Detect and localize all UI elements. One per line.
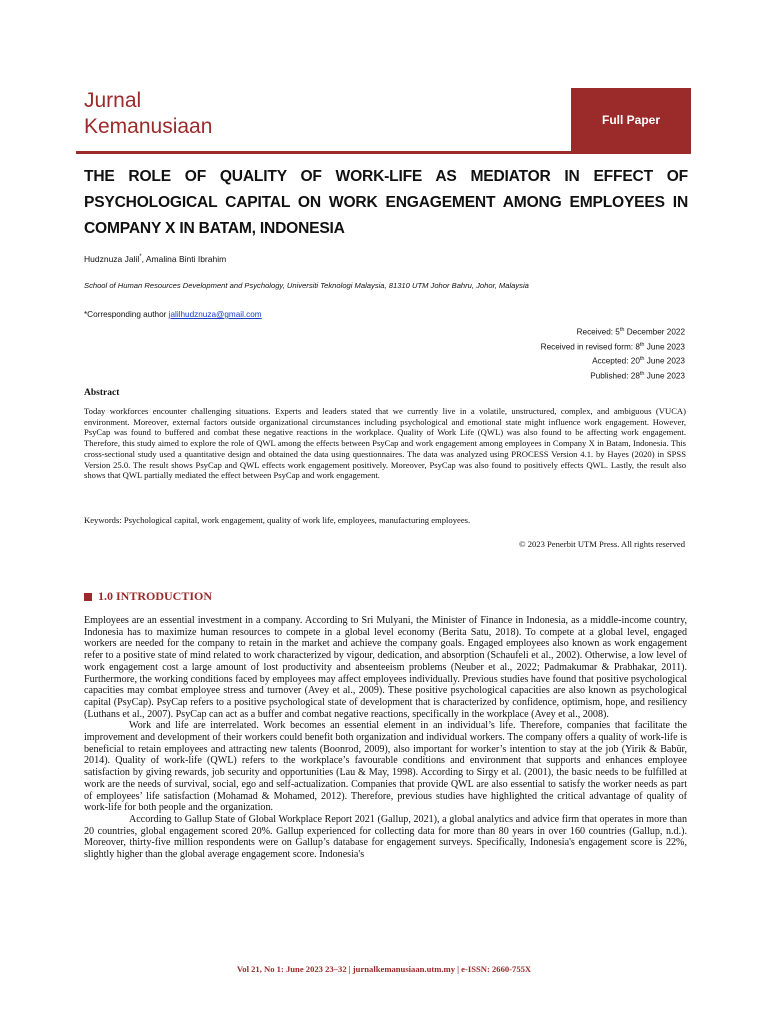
header-rule <box>76 151 691 154</box>
journal-name <box>84 88 212 140</box>
section-heading-text: 1.0 INTRODUCTION <box>98 589 213 603</box>
corresponding-email-link[interactable]: jalilhudznuza@gmail.com <box>168 310 262 319</box>
paragraph: Work and life are interrelated. Work becomes an essential element in an individual’s life. Therefore, companies that facilitate the improvement and development of their workers could benefit both organization and individual workers. The company offers a quality of work-life is beneficial to retain employees and attracting new talents (Boonrod, 2009), also important for worker’s intention to stay at the job (Yirik & Babür, 2014). Quality of work-life (QWL) refers to the workplace’s favourable conditions and environment that supports and enhances employee satisfaction by giving rewards, job security and opportunities (Lau & May, 1998). According to Sirgy et al. (2001), the basic needs to be fulfilled at work are the needs of survival, social, ego and self-actualization. Companies that provide QWL are also essential to satisfy the worker needs as part of employees’ life satisfaction (Mohamad & Mohamed, 2012). Therefore, previous studies have highlighted the critical advantage of quality of work-life for both people and the organization. <box>84 720 687 814</box>
corresponding-author <box>84 310 262 319</box>
paper-title: THE ROLE OF QUALITY OF WORK-LIFE AS MEDIATOR IN EFFECT OF PSYCHOLOGICAL CAPITAL ON WORK ENGAGEMENT AMONG EMPLOYEES IN COMPANY X IN BATAM, INDONESIA <box>84 168 688 237</box>
corresponding-mark: * <box>139 254 142 261</box>
date-accepted: Accepted: 20th June 2023 <box>592 356 685 367</box>
full-paper-badge: Full Paper <box>571 88 691 152</box>
first-author: Hudznuza Jalil <box>84 254 140 264</box>
page-footer: Vol 21, No 1: June 2023 23–32 | jurnalkemanusiaan.utm.my | e-ISSN: 2660-755X <box>236 964 532 974</box>
corresponding-label: *Corresponding author <box>84 310 169 319</box>
introduction-body <box>84 615 687 861</box>
square-bullet-icon <box>84 593 92 601</box>
paragraph: According to Gallup State of Global Workplace Report 2021 (Gallup, 2021), a global analytics and advice firm that operates in more than 20 countries, global engagement scored 20%. Gallup experienced for collecting data for more than 80 years in over 160 countries (Gallup, n.d.). Moreover, thirty-five million respondents were on Gallup’s database for engagement surveys. Specifically, Indonesia's engagement score is 22%, slightly higher than the global average engagement score. Indonesia's <box>84 813 687 861</box>
paragraph: Employees are an essential investment in a company. According to Sri Mulyani, the Minister of Finance in Indonesia, as a middle-income country, Indonesia has to maximize human resources to compete in a global level economy (Berita Satu, 2018). To compete at a global level, engaged workers are needed for the company to retain in the market and achieve the company goals. Engaged employees also known as work engagement refer to a positive state of mind related to work characterized by vigour, dedication, and absorption (Schaufeli et al., 2002). Otherwise, a low level of work engagement cost a large amount of lost productivity and absenteeism problems (Neuber et al., 2022; Padmakumar & Prabhakar, 2011). Furthermore, the working conditions faced by employees may affect employees individually. Previous studies have found that positive psychological capacities may combat employee stress and turnover (Avey et al., 2009). These positive psychological capacities are also known as psychological capital (PsyCap). PsyCap refers to a positive psychological state of development that is characterized by confidence, optimism, hope, and resiliency (Luthans et al., 2007). PsyCap can act as a buffer and combat negative reactions, specifically in the workplace (Avey et al., 2008). <box>84 615 687 720</box>
date-revised: Received in revised form: 8th June 2023 <box>540 341 685 352</box>
keywords: Keywords: Psychological capital, work engagement, quality of work life, employees, manufacturing employees. <box>84 515 471 525</box>
article-dates <box>541 324 685 383</box>
abstract-heading: Abstract <box>84 388 120 398</box>
affiliation: School of Human Resources Development and Psychology, Universiti Teknologi Malaysia, 81310 UTM Johor Bahru, Johor, Malaysia <box>84 281 529 290</box>
date-published: Published: 28th June 2023 <box>590 371 685 381</box>
other-authors: , Amalina Binti Ibrahim <box>141 254 227 264</box>
journal-name-line2: Kemanusiaan <box>84 115 213 138</box>
date-received: Received: 5th December 2022 <box>576 327 685 337</box>
journal-name-line1: Jurnal <box>84 89 142 112</box>
section-heading-introduction <box>84 589 212 604</box>
abstract-body: Today workforces encounter challenging situations. Experts and leaders stated that we currently live in a volatile, unstructured, complex, and ambiguous (VUCA) environment. Moreover, external factors outside organizational circumstances including psychological and emotional state might influence work engagement. However, PsyCap was found to buffered and combat these negative reactions in the workplace. Quality of Work Life (QWL) was also found to be affecting work engagement. Therefore, this study aimed to explore the role of QWL among the effects between PsyCap and work engagement among employees in Company X in Batam, Indonesia. This cross-sectional study used a quantitative design and obtained the data using questionnaires. The data was analyzed using PROCESS Version 4.1. by Hayes (2020) in SPSS Version 25.0. The result shows PsyCap and QWL effects work engagement positively. Moreover, PsyCap was also found to positively effects QWL. Lastly, the result also shows that QWL partially mediated the effect between PsyCap and work engagement. <box>84 406 686 481</box>
copyright: © 2023 Penerbit UTM Press. All rights reserved <box>519 539 685 549</box>
author-list <box>84 254 226 264</box>
